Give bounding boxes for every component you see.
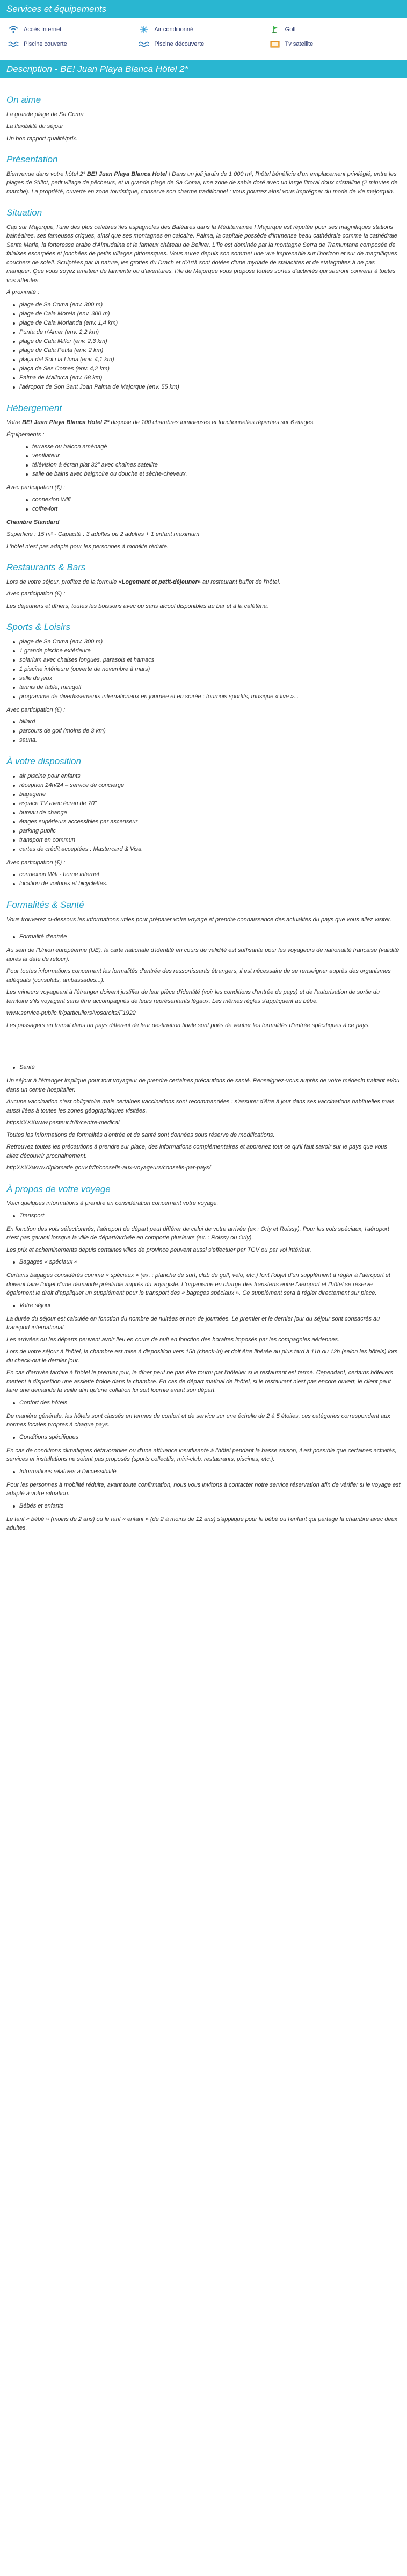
tv-icon <box>269 40 281 48</box>
room-type: Chambre Standard <box>6 519 60 526</box>
sante-link[interactable]: httpsXXXXwww.pasteur.fr/fr/centre-medical <box>6 1120 120 1126</box>
list-item: plaça de Ses Comes (env. 4,2 km) <box>13 364 401 374</box>
equipment-label: Équipements : <box>6 431 45 438</box>
sante-text: Aucune vaccination n'est obligatoire mais certaines vaccinations sont recommandées : s'assurer d'être à jour dans ses vaccinations habituelles mais aussi liées à toutes les zones géographiques visitées. <box>6 1099 395 1114</box>
list-item: Bébés et enfants <box>13 1502 401 1511</box>
apropos-bullet <box>13 1433 401 1442</box>
apropos-text: Certains bagages considérés comme « spéciaux » (ex. : planche de surf, club de golf, vélo, etc.) font l'objet d'un supplément à régler à l'aéroport et doivent faire l'objet d'une demande préalable auprès du voyagiste. L'organisme en charge des transferts entre l'aéroport et l'hôtel se réserve également le droit d'appliquer un supplément pour le transport des « bagages spéciaux ». Ce supplément sera à régler directement sur place. <box>6 1272 390 1296</box>
list-item: Formalité d'entrée <box>13 932 401 942</box>
sports-fee-list <box>13 717 401 745</box>
description-heading: Description - BE! Juan Playa Blanca Hôtel 2* <box>0 60 407 78</box>
list-item: plage de Cala Millor (env. 2,3 km) <box>13 337 401 346</box>
list-item: solarium avec chaises longues, parasols et hamacs <box>13 656 401 665</box>
service-indoor-pool <box>8 40 138 49</box>
apropos-text: Pour les personnes à mobilité réduite, avant toute confirmation, nous vous invitons à contacter notre service réservation afin de vérifier si le voyage est adapté à votre situation. <box>6 1481 401 1497</box>
list-item: étages supérieurs accessibles par ascenseur <box>13 817 401 827</box>
accessibility-note: L'hôtel n'est pas adapté pour les personnes à mobilité réduite. <box>6 543 169 550</box>
formalites-title: Formalités & Santé <box>6 900 84 910</box>
situation-text: Cap sur Majorque, l'une des plus célèbres îles espagnoles des Baléares dans la Méditerranée ! Majorque est réputée pour ses magnifiques stations balnéaires, ses fameuses criques, ainsi que ses montagnes en calcaire. Palma, la capitale possède d'immense beau cathédrale comme la cathédrale Santa Maria, la forteresse arabe d'Almudaina et le fameux château de Bellver. L'île est dominée par la montagne Serra de Tramuntana composée de falaises escarpées et jonchées de petits villages pittoresques. Vous aurez depuis son sommet une vue imprenable sur l'horizon et sur de magnifiques couchers de soleil. Sculptées par la nature, les grottes du Drach et d'Artà sont dotées d'une myriade de stalactites et de stalagmites à ne pas manquer. Que vous soyez amateur de farniente ou d'aventures, l'île de Majorque vous propose toutes sortes d'activités qui sauront convenir à toutes vos attentes. <box>6 224 397 284</box>
list-item: Palma de Mallorca (env. 68 km) <box>13 374 401 383</box>
service-label: Accès Internet <box>24 26 62 33</box>
list-item: télévision à écran plat 32" avec chaînes satellite <box>26 461 401 470</box>
disposition-fee-list <box>13 870 401 888</box>
list-item: plage de Cala Morlanda (env. 1,4 km) <box>13 319 401 328</box>
apropos-title: À propos de votre voyage <box>6 1183 111 1194</box>
apropos-text: La durée du séjour est calculée en fonction du nombre de nuitées et non de journées. Le premier et le dernier jour du séjour sont consacrés au transport international. <box>6 1315 380 1331</box>
list-item: l'aéroport de Son Sant Joan Palma de Majorque (env. 55 km) <box>13 383 401 392</box>
wifi-icon <box>8 26 19 33</box>
apropos-bullet <box>13 1211 401 1221</box>
service-tv <box>269 40 399 49</box>
on-aime-item: La flexibilité du séjour <box>6 123 63 130</box>
room-description: Superficie : 15 m² - Capacité : 3 adultes ou 2 adultes + 1 enfant maximum <box>6 531 200 537</box>
apropos-text: Les prix et acheminements depuis certaines villes de province peuvent aussi s'effectuer par TGV ou par vol intérieur. <box>6 1246 311 1253</box>
list-item: air piscine pour enfants <box>13 772 401 781</box>
pool-icon <box>8 40 19 48</box>
apropos-text: Lors de votre séjour à l'hôtel, la chambre est mise à disposition vers 15h (check-in) et doit être libérée au plus tard à 11h ou 12h (selon les hôtels) lors du check-out le dernier jour. <box>6 1348 398 1364</box>
list-item: terrasse ou balcon aménagé <box>26 442 401 451</box>
list-item: parking public <box>13 827 401 836</box>
list-item: salle de jeux <box>13 674 401 683</box>
list-item: location de voitures et bicyclettes. <box>13 879 401 888</box>
list-item: Conditions spécifiques <box>13 1433 401 1442</box>
apropos-text: En cas d'arrivée tardive à l'hôtel le premier jour, le dîner peut ne pas être fourni par l'hôtelier si le restaurant est fermé. Cependant, certains hôteliers mettent à disposition une assiette froide dans la chambre. En cas de départ matinal de l'hôtel, si le restaurant n'est pas encore ouvert, le client peut faire une demande la veille afin qu'une collation lui soit fournie avant son départ. <box>6 1369 393 1394</box>
list-item: plaça del Sol i la Lluna (env. 4,1 km) <box>13 355 401 364</box>
list-item: sauna. <box>13 736 401 745</box>
on-aime-title: On aime <box>6 95 41 105</box>
apropos-bullet <box>13 1398 401 1408</box>
services-grid <box>0 18 407 56</box>
list-item: ventilateur <box>26 451 401 461</box>
list-item: Informations relatives à l'accessibilité <box>13 1467 401 1476</box>
list-item: plage de Sa Coma (env. 300 m) <box>13 637 401 647</box>
list-item: connexion Wifi - borne internet <box>13 870 401 879</box>
service-outdoor-pool <box>138 40 268 49</box>
service-label: Air conditionné <box>154 26 194 33</box>
sante-text: Toutes les informations de formalités d'entrée et de santé sont données sous réserve de modifications. <box>6 1131 275 1138</box>
hebergement-title: Hébergement <box>6 403 62 413</box>
fee-list <box>26 496 401 514</box>
list-item: tennis de table, minigolf <box>13 683 401 692</box>
fee-label: Avec participation (€) : <box>6 859 66 866</box>
formalites-link[interactable]: www.service-public.fr/particuliers/vosdroits/F1922 <box>6 1010 136 1016</box>
sante-text: Un séjour à l'étranger implique pour tout voyageur de prendre certaines précautions de santé. Renseignez-vous auprès de votre médecin traitant et/ou dans un centre hospitalier. <box>6 1078 400 1093</box>
formalites-text: Au sein de l'Union européenne (UE), la carte nationale d'identité en cours de validité est suffisante pour les voyageurs de nationalité française (validité après la date de retour). <box>6 947 399 963</box>
formalites-bullet <box>13 932 401 942</box>
list-item: Confort des hôtels <box>13 1398 401 1408</box>
sante-link[interactable]: httpXXXXwww.diplomatie.gouv.fr/fr/conseils-aux-voyageurs/conseils-par-pays/ <box>6 1165 211 1171</box>
restaurants-title: Restaurants & Bars <box>6 562 86 572</box>
list-item: coffre-fort <box>26 505 401 514</box>
list-item: espace TV avec écran de 70" <box>13 799 401 808</box>
disposition-list <box>13 772 401 854</box>
list-item: connexion Wifi <box>26 496 401 505</box>
apropos-bullet <box>13 1467 401 1476</box>
list-item: programme de divertissements internationaux en journée et en soirée : tournois sportifs, musique « live »... <box>13 692 401 701</box>
apropos-intro: Voici quelques informations à prendre en considération concernant votre voyage. <box>6 1200 219 1207</box>
snowflake-icon <box>138 26 150 33</box>
list-item: plage de Cala Moreia (env. 300 m) <box>13 310 401 319</box>
apropos-bullet <box>13 1301 401 1310</box>
list-item: parcours de golf (moins de 3 km) <box>13 727 401 736</box>
list-item: billard <box>13 717 401 727</box>
restaurants-fee-text: Les déjeuners et dîners, toutes les boissons avec ou sans alcool disponibles au bar et à la cafétéria. <box>6 602 268 609</box>
list-item: cartes de crédit acceptées : Mastercard & Visa. <box>13 845 401 854</box>
sante-text: Retrouvez toutes les précautions à prendre sur place, des informations complémentaires et apprenez tout ce qu'il faut savoir sur le pays que vous allez découvrir prochainement. <box>6 1144 387 1159</box>
presentation-title: Présentation <box>6 154 58 164</box>
service-label: Piscine découverte <box>154 40 205 47</box>
service-aircon <box>138 25 268 34</box>
apropos-text: En cas de conditions climatiques défavorables ou d'une affluence insuffisante à l'hôtel pendant la basse saison, il est possible que certaines activités, services et installations ne soient pas proposés (sports collectifs, mini-club, restaurants, piscines, etc.). <box>6 1447 397 1462</box>
on-aime-item: Un bon rapport qualité/prix. <box>6 135 78 142</box>
list-item: transport en commun <box>13 836 401 845</box>
list-item: bagagerie <box>13 790 401 799</box>
proximity-label: À proximité : <box>6 289 40 296</box>
list-item: Transport <box>13 1211 401 1221</box>
list-item: salle de bains avec baignoire ou douche et sèche-cheveux. <box>26 470 401 479</box>
description-body <box>0 78 407 1547</box>
list-item: Santé <box>13 1063 401 1072</box>
fee-label: Avec participation (€) : <box>6 706 66 713</box>
service-internet <box>8 25 138 34</box>
proximity-list <box>13 300 401 392</box>
apropos-text: En fonction des vols sélectionnés, l'aéroport de départ peut différer de celui de votre arrivée (ex : Orly et Roissy). Pour les vols spéciaux, l'aéroport n'est pas garanti lorsque la ville de départ/arrivée en comporte plusieurs (ex. : Roissy ou Orly). <box>6 1225 389 1241</box>
formalites-intro: Vous trouverez ci-dessous les informations utiles pour préparer votre voyage et prendre connaissance des actualités du pays que vous allez visiter. <box>6 916 392 923</box>
presentation-text: Bienvenue dans votre hôtel 2* BE! Juan Playa Blanca Hotel ! Dans un joli jardin de 1 000 m², l'hôtel bénéficie d'un emplacement privilégié, entre les plages de S'Illot, petit village de pêcheurs, et la grande plage de Sa Coma, une zone de sable doré avec un large littoral doux cristalline (2 minutes de marche). La propriété, ouverte en zone touristique, conserve son charme traditionnel : vous pourrez ainsi vous imprégner du mode de vie majorquin. <box>6 170 398 195</box>
list-item: plage de Cala Petita (env. 2 km) <box>13 346 401 355</box>
apropos-text: Les arrivées ou les départs peuvent avoir lieu en cours de nuit en fonction des horaires imposés par les compagnies aériennes. <box>6 1336 340 1343</box>
formalites-text: Pour toutes informations concernant les formalités d'entrée des ressortissants étrangers, il est nécessaire de se renseigner auprès des organismes adéquats (consulats, ambassades...). <box>6 968 391 984</box>
golf-icon <box>269 26 281 33</box>
apropos-text: Le tarif « bébé » (moins de 2 ans) ou le tarif « enfant » (de 2 à moins de 12 ans) s'applique pour le bébé ou l'enfant qui partage la chambre avec deux adultes. <box>6 1516 398 1531</box>
fee-label: Avec participation (€) : <box>6 484 66 491</box>
apropos-text: De manière générale, les hôtels sont classés en termes de confort et de service sur une échelle de 2 à 5 étoiles, ces catégories correspondent aux normes locales propres à chaque pays. <box>6 1412 390 1428</box>
service-golf <box>269 25 399 34</box>
service-label: Piscine couverte <box>24 40 67 47</box>
list-item: Bagages « spéciaux » <box>13 1258 401 1267</box>
hebergement-text: Votre BE! Juan Playa Blanca Hotel 2* dispose de 100 chambres lumineuses et fonctionnelles réparties sur 6 étages. <box>6 419 315 426</box>
pool-icon <box>138 40 150 48</box>
sante-bullet <box>13 1063 401 1072</box>
sports-title: Sports & Loisirs <box>6 622 71 632</box>
apropos-bullet <box>13 1502 401 1511</box>
services-heading: Services et équipements <box>0 0 407 18</box>
list-item: plage de Sa Coma (env. 300 m) <box>13 300 401 310</box>
list-item: 1 grande piscine extérieure <box>13 647 401 656</box>
list-item: bureau de change <box>13 808 401 817</box>
apropos-bullet <box>13 1258 401 1267</box>
list-item: Punta de n'Amer (env. 2,2 km) <box>13 328 401 337</box>
formalites-text: Les passagers en transit dans un pays différent de leur destination finale sont priés de vérifier les formalités d'entrée spécifiques à ce pays. <box>6 1022 370 1029</box>
list-item: réception 24h/24 – service de concierge <box>13 781 401 790</box>
list-item: 1 piscine intérieure (ouverte de novembre à mars) <box>13 665 401 674</box>
restaurants-text: Lors de votre séjour, profitez de la formule «Logement et petit-déjeuner» au restaurant buffet de l'hôtel. <box>6 578 281 585</box>
service-label: Golf <box>285 26 296 33</box>
on-aime-item: La grande plage de Sa Coma <box>6 111 84 118</box>
service-label: Tv satellite <box>285 40 314 47</box>
disposition-title: À votre disposition <box>6 756 81 766</box>
fee-label: Avec participation (€) : <box>6 591 66 597</box>
sports-list <box>13 637 401 701</box>
list-item: Votre séjour <box>13 1301 401 1310</box>
situation-title: Situation <box>6 207 42 218</box>
equipment-list <box>26 442 401 479</box>
formalites-text: Les mineurs voyageant à l'étranger doivent justifier de leur pièce d'identité (voir les conditions d'entrée du pays) et de l'autorisation de sortie du territoire s'ils voyagent sans être accompagnés de leurs représentants légaux. Les mêmes règles s'appliquent au bébé. <box>6 989 380 1004</box>
